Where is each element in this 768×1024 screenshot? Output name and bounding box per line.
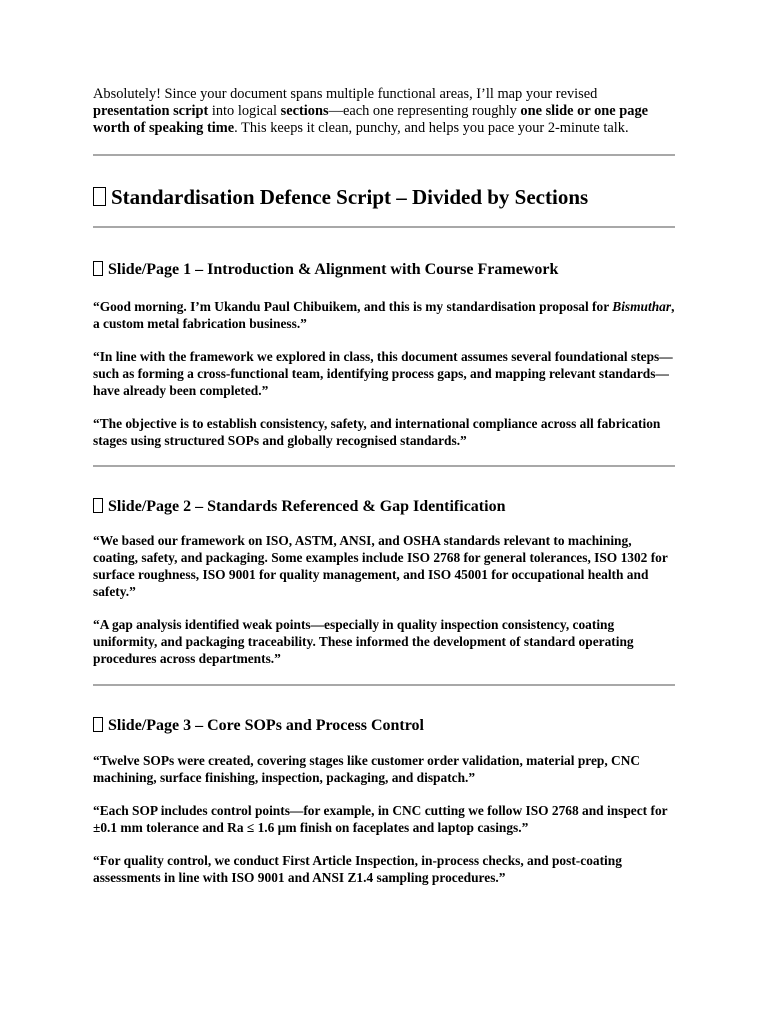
divider — [93, 154, 675, 156]
paragraph-italic-company-name: Bismuthar — [612, 299, 672, 314]
section-heading-slide-1 — [93, 260, 675, 280]
document-title — [93, 184, 675, 210]
intro-text-1: Absolutely! Since your document spans multiple functional areas, I’ll map your revised — [93, 86, 598, 102]
intro-bold-sections: sections — [280, 103, 329, 119]
intro-text-4: . This keeps it clean, punchy, and helps you pace your 2-minute talk. — [234, 120, 629, 136]
section-heading-text: Slide/Page 3 – Core SOPs and Process Control — [108, 717, 424, 734]
section-1-paragraph-3: “The objective is to establish consistency, safety, and international compliance across all fabrication stages using structured SOPs and globally recognised standards.” — [93, 416, 661, 448]
section-2-paragraph-2: “A gap analysis identified weak points—especially in quality inspection consistency, coating uniformity, and packaging traceability. These informed the development of standard operating procedures across departments.” — [93, 617, 634, 666]
paragraph-text: “Good morning. I’m Ukandu Paul Chibuikem, and this is my standardisation proposal for — [93, 299, 613, 314]
section-heading-slide-3 — [93, 716, 675, 736]
missing-glyph-box-icon — [93, 498, 103, 513]
section-heading-text: Slide/Page 2 – Standards Referenced & Gap Identification — [108, 498, 506, 515]
section-2-paragraph-1: “We based our framework on ISO, ASTM, ANSI, and OSHA standards relevant to machining, coating, safety, and packaging. Some examples include ISO 2768 for general tolerances, ISO 1302 for surface roughness, ISO 9001 for quality management, and ISO 45001 for occupational health and safety.” — [93, 533, 668, 599]
document-body — [93, 86, 675, 886]
section-3-paragraph-3: “For quality control, we conduct First Article Inspection, in-process checks, and post-coating assessments in line with ISO 9001 and ANSI Z1.4 sampling procedures.” — [93, 853, 622, 885]
paragraph-text: , a custom metal fabrication business.” — [93, 299, 675, 331]
section-heading-slide-2 — [93, 497, 675, 517]
divider — [93, 226, 675, 228]
section-3-paragraph-1: “Twelve SOPs were created, covering stages like customer order validation, material prep, CNC machining, surface finishing, inspection, packaging, and dispatch.” — [93, 753, 641, 785]
missing-glyph-box-icon — [93, 261, 103, 276]
section-heading-text: Slide/Page 1 – Introduction & Alignment with Course Framework — [108, 261, 559, 278]
intro-paragraph — [93, 86, 675, 137]
intro-bold-presentation-script: presentation script — [93, 103, 209, 119]
section-1-paragraph-2: “In line with the framework we explored in class, this document assumes several foundational steps—such as forming a cross-functional team, identifying process gaps, and mapping relevant standards—have already been completed.” — [93, 349, 673, 398]
divider — [93, 684, 675, 686]
divider — [93, 465, 675, 467]
missing-glyph-box-icon — [93, 187, 106, 206]
missing-glyph-box-icon — [93, 717, 103, 732]
intro-text-2: into logical — [208, 103, 281, 119]
document-title-text: Standardisation Defence Script – Divided by Sections — [111, 185, 589, 209]
section-3-paragraph-2: “Each SOP includes control points—for example, in CNC cutting we follow ISO 2768 and inspect for ±0.1 mm tolerance and Ra ≤ 1.6 µm finish on faceplates and laptop casings.” — [93, 803, 668, 835]
intro-bold-one-slide: one slide or one page worth of speaking time — [93, 103, 649, 136]
intro-text-3: —each one representing roughly — [328, 103, 521, 119]
section-1-paragraph-1 — [93, 298, 675, 332]
